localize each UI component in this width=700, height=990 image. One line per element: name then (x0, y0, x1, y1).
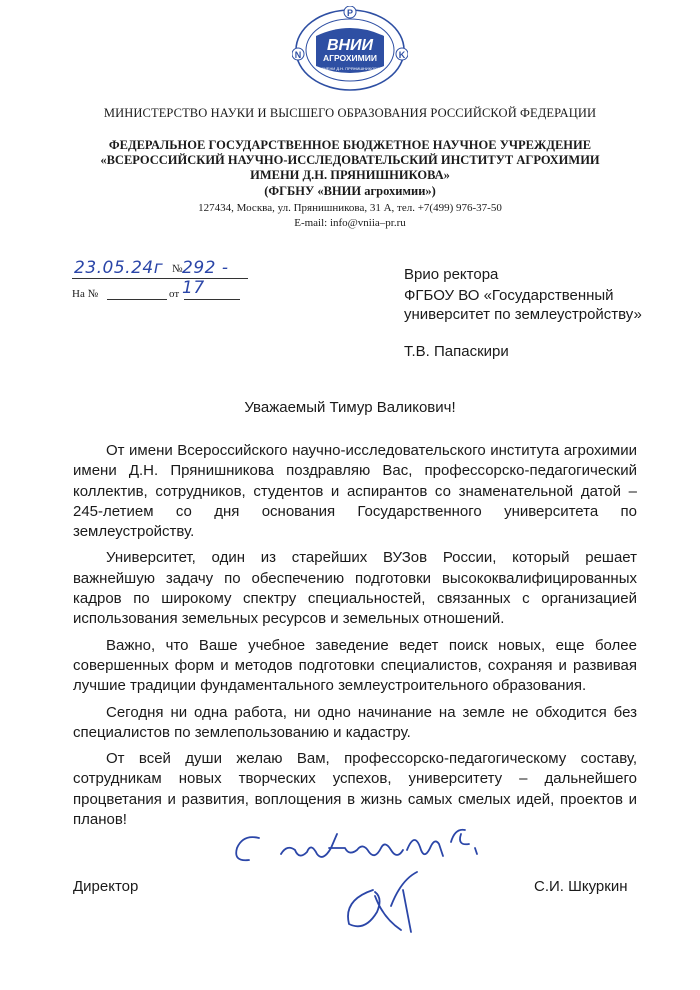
from-blank (184, 299, 240, 300)
greeting: Уважаемый Тимур Валикович! (244, 399, 456, 416)
org-short-name: (ФГБНУ «ВНИИ агрохимии») (264, 184, 436, 198)
logo-letter-left: N (294, 50, 302, 60)
signatory-title: Директор (73, 878, 139, 895)
logo-letter-right: K (398, 50, 406, 60)
incoming-reference (72, 288, 244, 304)
handwritten-date: 23.05.24г (74, 258, 164, 278)
number-sign: № (172, 263, 183, 275)
logo-sub-text: АГРОХИМИИ (323, 53, 377, 63)
on-number-blank (107, 299, 167, 300)
org-address: 127434, Москва, ул. Прянишникова, 31 А, тел. +7(499) 976-37-50 (198, 202, 502, 214)
logo-main-text: ВНИИ (326, 37, 374, 54)
addressee-organization: ФГБОУ ВО «Государственный (404, 287, 614, 304)
addressee-organization-cont: университет по землеустройству» (404, 306, 642, 323)
on-number-label: На № (72, 288, 99, 300)
ministry-name: МИНИСТЕРСТВО НАУКИ И ВЫСШЕГО ОБРАЗОВАНИЯ РОССИЙСКОЙ ФЕДЕРАЦИИ (103, 106, 597, 120)
logo-small-text: ИМЕНИ Д.Н. ПРЯНИШНИКОВА (320, 66, 380, 71)
handwritten-number: 292 - 17 (182, 258, 229, 298)
body-paragraph: От всей души желаю Вам, профессорско-педагогическому составу, сотрудникам новых творческих успехов, университету – дальнейшего процветания и развития, воплощения в жизнь самых смелых идей, проектов и планов! (73, 750, 637, 829)
body-paragraph: Сегодня ни одна работа, ни одно начинание на земле не обходится без специалистов по землепользованию и кадастру. (73, 703, 637, 741)
addressee-name: Т.В. Папаскири (404, 343, 509, 360)
org-name-line-1: ФЕДЕРАЛЬНОЕ ГОСУДАРСТВЕННОЕ БЮДЖЕТНОЕ НАУЧНОЕ УЧРЕЖДЕНИЕ (108, 138, 592, 152)
org-name-line-2: «ВСЕРОССИЙСКИЙ НАУЧНО-ИССЛЕДОВАТЕЛЬСКИЙ ИНСТИТУТ АГРОХИМИИ (100, 153, 600, 167)
reference-underline (72, 278, 248, 279)
handwritten-signature (225, 820, 495, 940)
signatory-name: С.И. Шкуркин (534, 878, 628, 895)
institute-logo (292, 6, 408, 92)
addressee-position: Врио ректора (404, 266, 499, 283)
from-label: от (169, 288, 180, 300)
handwritten-note-text: С уважением, (225, 820, 231, 821)
body-paragraph: От имени Всероссийского научно-исследовательского института агрохимии имени Д.Н. Прянишникова поздравляю Вас, профессорско-педагогический коллектив, сотрудников, студентов и аспирантов со знаменательной датой – 245-летием со дня основания Государственного университета по землеустройству. (73, 442, 637, 541)
org-name-line-3: ИМЕНИ Д.Н. ПРЯНИШНИКОВА» (250, 168, 450, 182)
letter-body (73, 441, 637, 836)
logo-letter-top: Р (346, 8, 354, 18)
org-email: E-mail: info@vniia–pr.ru (294, 217, 406, 229)
body-paragraph: Университет, один из старейших ВУЗов России, который решает важнейшую задачу по обеспечению подготовки высококвалифицированных кадров по широкому спектру специальностей, связанных с организацией использования земельных ресурсов и земельных отношений. (73, 549, 637, 628)
body-paragraph: Важно, что Ваше учебное заведение ведет поиск новых, еще более совершенных форм и методов подготовки специалистов, сохраняя и развивая лучшие традиции фундаментального землеустроительного образования. (73, 636, 637, 695)
